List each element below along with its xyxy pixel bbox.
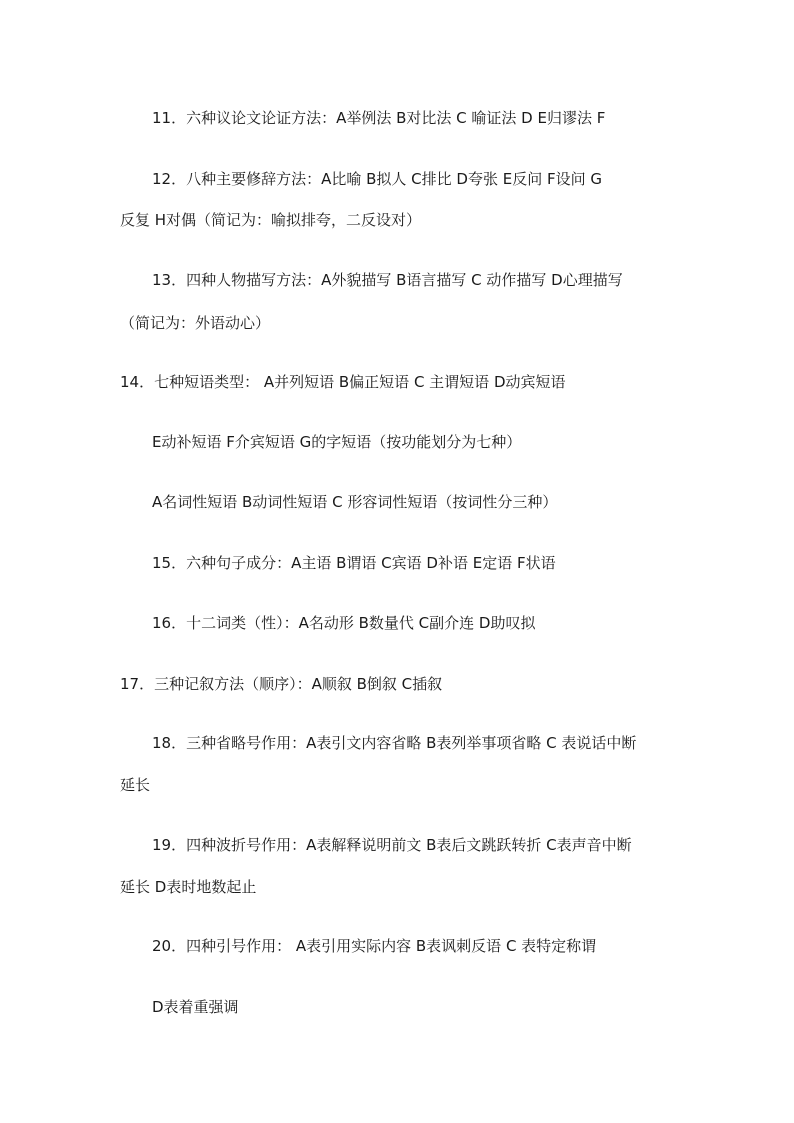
item-16-line: 16．十二词类（性）：A名动形 B数量代 C副介连 D助叹拟 bbox=[152, 614, 536, 632]
item-19-line: 19．四种波折号作用：A表解释说明前文 B表后文跳跃转折 C表声音中断 bbox=[152, 836, 632, 854]
item-19-continuation: 延长 D表时地数起止 bbox=[120, 878, 257, 896]
item-20-line: 20．四种引号作用： A表引用实际内容 B表讽刺反语 C 表特定称谓 bbox=[152, 937, 597, 955]
item-17-line: 17．三种记叙方法（顺序）：A顺叙 B倒叙 C插叙 bbox=[120, 675, 443, 693]
item-12-line: 12．八种主要修辞方法：A比喻 B拟人 C排比 D夸张 E反问 F设问 G bbox=[152, 170, 603, 188]
item-20-sub-line: D表着重强调 bbox=[152, 998, 239, 1016]
item-14-sub-line-1: E动补短语 F介宾短语 G的字短语（按功能划分为七种） bbox=[152, 433, 522, 451]
item-15-line: 15．六种句子成分：A主语 B谓语 C宾语 D补语 E定语 F状语 bbox=[152, 554, 556, 572]
item-14-line: 14．七种短语类型： A并列短语 B偏正短语 C 主谓短语 D动宾短语 bbox=[120, 373, 566, 391]
item-18-continuation: 延长 bbox=[120, 776, 151, 794]
item-13-continuation: （简记为：外语动心） bbox=[120, 314, 271, 332]
item-12-continuation: 反复 H对偶（简记为：喻拟排夸，二反设对） bbox=[120, 211, 422, 229]
item-18-line: 18．三种省略号作用：A表引文内容省略 B表列举事项省略 C 表说话中断 bbox=[152, 734, 637, 752]
item-14-sub-line-2: A名词性短语 B动词性短语 C 形容词性短语（按词性分三种） bbox=[152, 493, 558, 511]
item-13-line: 13．四种人物描写方法：A外貌描写 B语言描写 C 动作描写 D心理描写 bbox=[152, 271, 623, 289]
item-11-line: 11．六种议论文论证方法：A举例法 B对比法 C 喻证法 D E归谬法 F bbox=[152, 109, 606, 127]
